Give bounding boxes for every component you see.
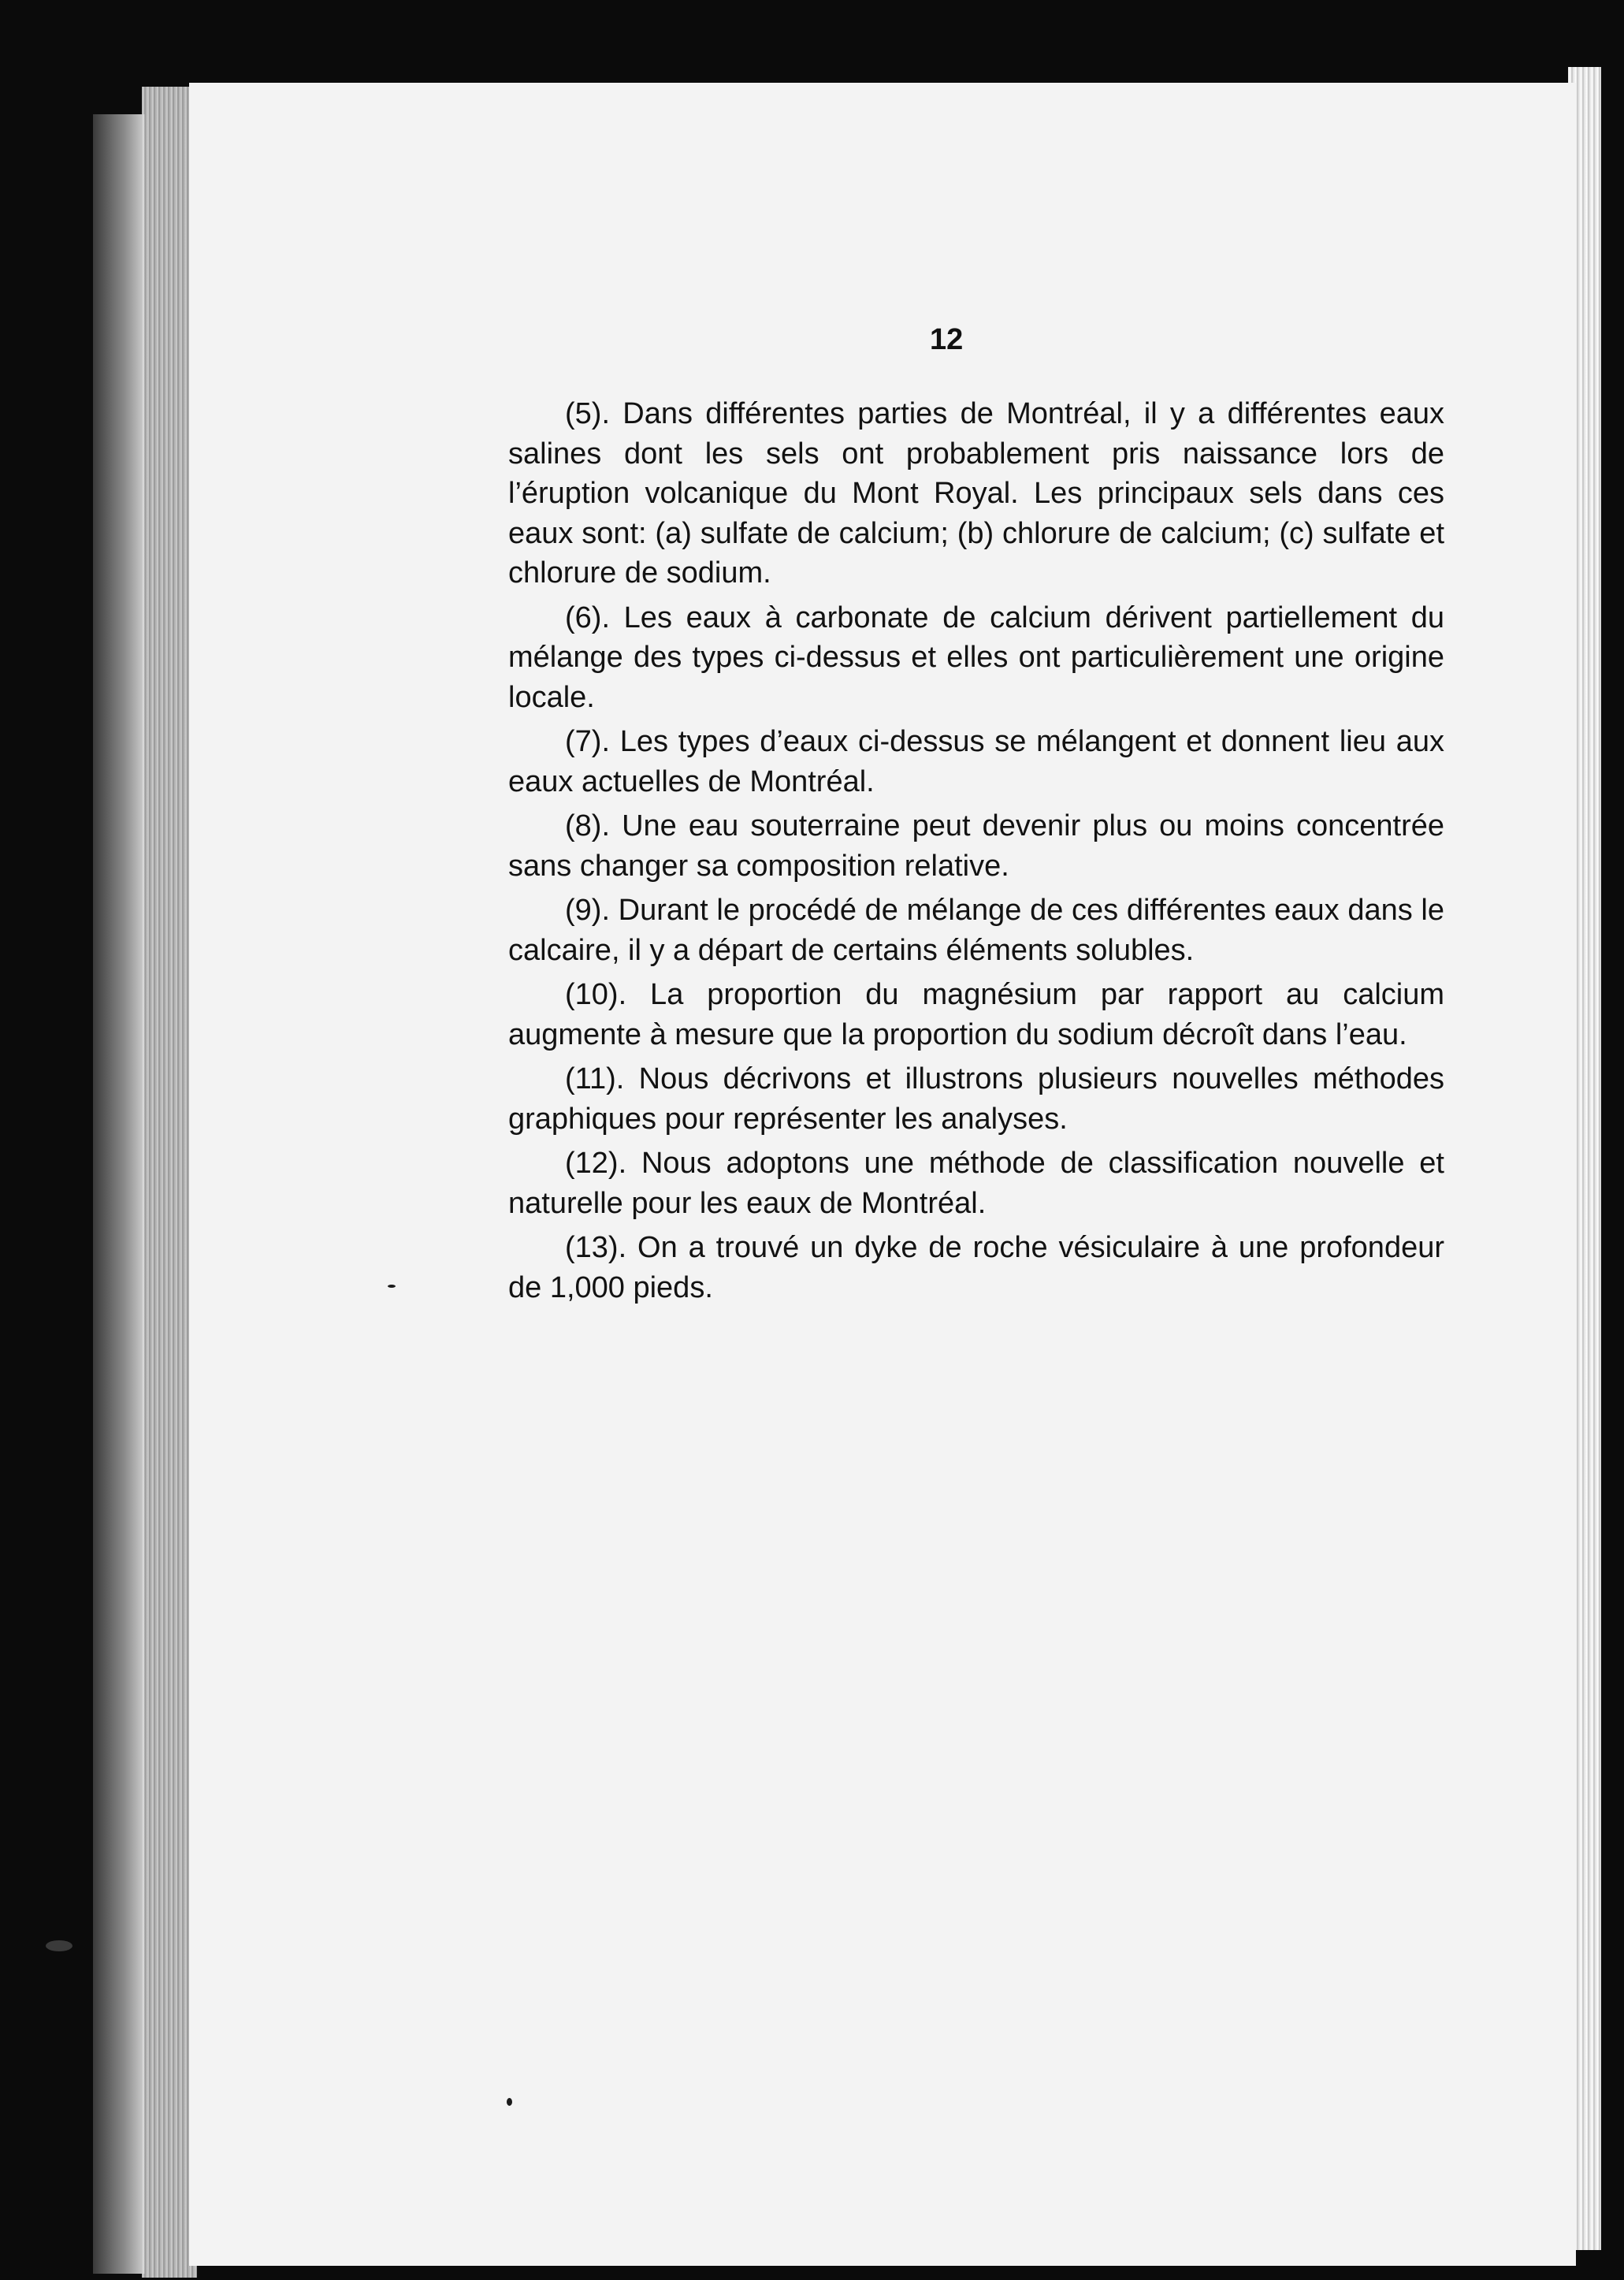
scan-speck — [388, 1285, 396, 1288]
page-number: 12 — [930, 323, 964, 356]
paragraph-8: (8). Une eau souterraine peut devenir plus ou moins concentrée sans changer sa composition relative. — [508, 809, 1444, 883]
paragraph-12: (12). Nous adoptons une méthode de classification nouvelle et naturelle pour les eaux de Montréal. — [508, 1147, 1444, 1220]
paragraph-6: (6). Les eaux à carbonate de calcium dérivent partiellement du mélange des types ci-dessus et elles ont particulièrement une origine locale. — [508, 601, 1444, 714]
paragraph-7: (7). Les types d’eaux ci-dessus se mélangent et donnent lieu aux eaux actuelles de Montréal. — [508, 725, 1444, 798]
book-left-flap — [93, 114, 145, 2274]
paragraph-9: (9). Durant le procédé de mélange de ces différentes eaux dans le calcaire, il y a départ de certains éléments solubles. — [508, 894, 1444, 967]
paragraph-10: (10). La proportion du magnésium par rapport au calcium augmente à mesure que la proportion du sodium décroît dans l’eau. — [508, 978, 1444, 1051]
paragraph-11: (11). Nous décrivons et illustrons plusieurs nouvelles méthodes graphiques pour représenter les analyses. — [508, 1062, 1444, 1136]
paragraph-13: (13). On a trouvé un dyke de roche vésiculaire à une profondeur de 1,000 pieds. — [508, 1231, 1444, 1304]
body-text — [508, 394, 1444, 1312]
paragraph-5: (5). Dans différentes parties de Montréal, il y a différentes eaux salines dont les sels ont probablement pris naissance lors de l’éruption volcanique du Mont Royal. Les principaux sels dans ces eaux sont: (a) sulfate de calcium; (b) chlorure de calcium; (c) sulfate et chlorure de sodium. — [508, 397, 1444, 590]
scan-speck — [46, 1940, 72, 1951]
scan-speck — [507, 2098, 512, 2106]
